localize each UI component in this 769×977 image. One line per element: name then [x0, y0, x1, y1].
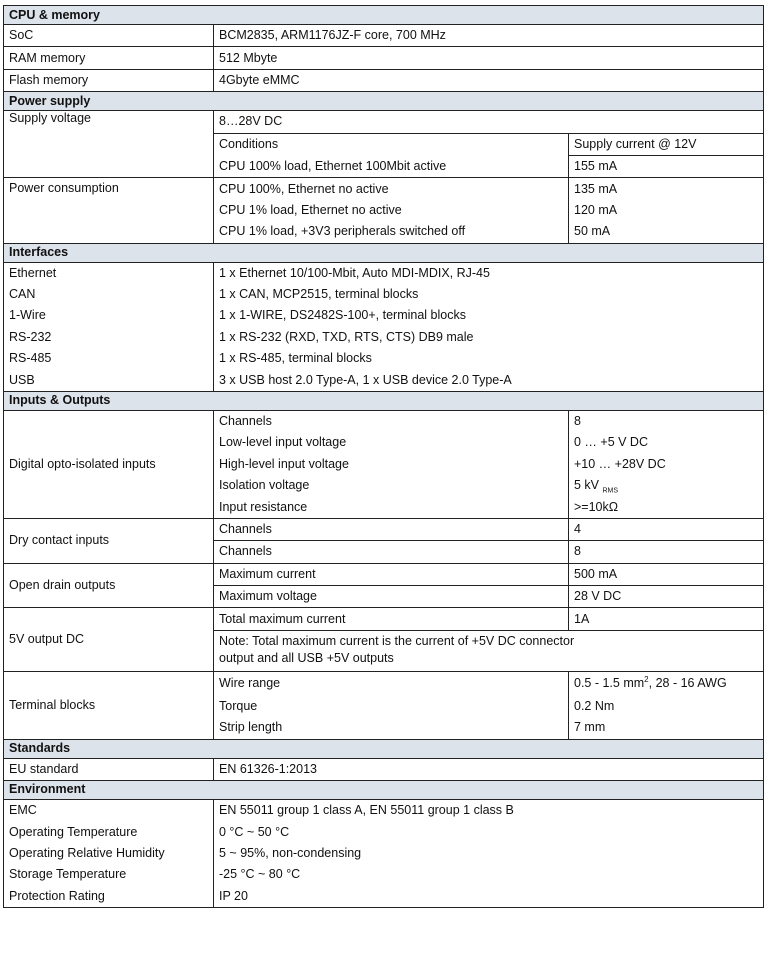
io-value: >=10kΩ	[569, 496, 764, 518]
io-param: Channels	[214, 518, 569, 540]
row-value: 512 Mbyte	[214, 47, 764, 69]
table-row	[4, 799, 764, 821]
table-row	[4, 864, 764, 885]
current-header: Supply current @ 12V	[569, 133, 764, 155]
terminal-blocks-label: Terminal blocks	[4, 671, 214, 739]
row-label: Operating Temperature	[4, 821, 214, 842]
row-label: EMC	[4, 799, 214, 821]
table-row	[4, 284, 764, 305]
table-row	[4, 155, 764, 177]
power-condition: CPU 100%, Ethernet no active	[214, 178, 569, 200]
table-row	[4, 608, 764, 630]
table-row	[4, 758, 764, 780]
row-label: 1-Wire	[4, 305, 214, 326]
io-value: 0 … +5 V DC	[569, 432, 764, 453]
section-title-io: Inputs & Outputs	[4, 391, 764, 410]
io-value: 4	[569, 518, 764, 540]
5v-output-note	[214, 630, 764, 671]
power-condition: CPU 100% load, Ethernet 100Mbit active	[214, 155, 569, 177]
row-value: EN 61326-1:2013	[214, 758, 764, 780]
row-label: RS-485	[4, 348, 214, 369]
note-line-2: output and all USB +5V outputs	[219, 650, 394, 665]
row-label: RAM memory	[4, 47, 214, 69]
row-label: Protection Rating	[4, 886, 214, 908]
row-value: IP 20	[214, 886, 764, 908]
row-value: 3 x USB host 2.0 Type-A, 1 x USB device 2.0 Type-A	[214, 369, 764, 391]
section-title-standards: Standards	[4, 739, 764, 758]
section-header-row	[4, 243, 764, 262]
row-label: CAN	[4, 284, 214, 305]
power-current: 120 mA	[569, 200, 764, 221]
power-current: 50 mA	[569, 221, 764, 243]
io-param: Torque	[214, 696, 569, 717]
io-value: 500 mA	[569, 563, 764, 585]
spec-table	[3, 5, 764, 908]
io-value: +10 … +28V DC	[569, 454, 764, 475]
row-label: RS-232	[4, 327, 214, 348]
table-row	[4, 25, 764, 47]
io-param: Input resistance	[214, 496, 569, 518]
table-row	[4, 671, 764, 696]
row-label: EU standard	[4, 758, 214, 780]
io-param: Channels	[214, 541, 569, 563]
row-value: 1 x 1-WIRE, DS2482S-100+, terminal blocks	[214, 305, 764, 326]
wire-value-sup: 2	[644, 675, 649, 685]
table-row	[4, 47, 764, 69]
io-value	[569, 475, 764, 496]
row-value: BCM2835, ARM1176JZ-F core, 700 MHz	[214, 25, 764, 47]
isolation-voltage-value: 5 kV	[574, 478, 600, 493]
row-value: 5 ~ 95%, non-condensing	[214, 843, 764, 864]
row-value: 1 x Ethernet 10/100-Mbit, Auto MDI-MDIX, RJ-45	[214, 262, 764, 284]
io-param: Maximum current	[214, 563, 569, 585]
io-param: High-level input voltage	[214, 454, 569, 475]
section-title-cpu: CPU & memory	[4, 6, 764, 25]
table-row	[4, 348, 764, 369]
table-row	[4, 111, 764, 133]
section-title-interfaces: Interfaces	[4, 243, 764, 262]
open-drain-label: Open drain outputs	[4, 563, 214, 608]
io-value: 28 V DC	[569, 585, 764, 607]
row-label: Ethernet	[4, 262, 214, 284]
table-row	[4, 178, 764, 200]
5v-output-label: 5V output DC	[4, 608, 214, 671]
io-param: Isolation voltage	[214, 475, 569, 496]
io-param: Channels	[214, 410, 569, 432]
row-label: Flash memory	[4, 69, 214, 91]
power-current: 135 mA	[569, 178, 764, 200]
power-current: 155 mA	[569, 155, 764, 177]
row-label: Operating Relative Humidity	[4, 843, 214, 864]
conditions-header: Conditions	[214, 133, 569, 155]
table-row	[4, 886, 764, 908]
note-line-1: Note: Total maximum current is the current of +5V DC connector	[219, 633, 575, 648]
io-param: Wire range	[214, 671, 569, 696]
section-header-row	[4, 739, 764, 758]
section-header-row	[4, 391, 764, 410]
table-row	[4, 327, 764, 348]
row-value: 4Gbyte eMMC	[214, 69, 764, 91]
table-row	[4, 410, 764, 432]
table-row	[4, 262, 764, 284]
row-label: Storage Temperature	[4, 864, 214, 885]
digital-inputs-label: Digital opto-isolated inputs	[4, 410, 214, 518]
empty-cell	[4, 133, 214, 155]
row-label: USB	[4, 369, 214, 391]
io-value: 7 mm	[569, 717, 764, 739]
rms-subscript: RMS	[602, 487, 619, 495]
io-value: 8	[569, 541, 764, 563]
row-value: -25 °C ~ 80 °C	[214, 864, 764, 885]
row-value: 0 °C ~ 50 °C	[214, 821, 764, 842]
table-row	[4, 843, 764, 864]
table-row	[4, 821, 764, 842]
section-header-row	[4, 780, 764, 799]
table-row	[4, 133, 764, 155]
power-consumption-label: Power consumption	[4, 178, 214, 243]
table-row	[4, 69, 764, 91]
power-condition: CPU 1% load, Ethernet no active	[214, 200, 569, 221]
row-value: 8…28V DC	[214, 111, 764, 133]
section-title-environment: Environment	[4, 780, 764, 799]
io-param: Maximum voltage	[214, 585, 569, 607]
table-row	[4, 518, 764, 540]
io-value: 1A	[569, 608, 764, 630]
row-value: 1 x RS-232 (RXD, TXD, RTS, CTS) DB9 male	[214, 327, 764, 348]
io-param: Low-level input voltage	[214, 432, 569, 453]
io-param: Total maximum current	[214, 608, 569, 630]
section-header-row	[4, 6, 764, 25]
io-value: 8	[569, 410, 764, 432]
section-header-row	[4, 92, 764, 111]
row-value: 1 x RS-485, terminal blocks	[214, 348, 764, 369]
section-title-power: Power supply	[4, 92, 764, 111]
wire-value-pre: 0.5 - 1.5 mm	[574, 676, 645, 691]
io-param: Strip length	[214, 717, 569, 739]
table-row	[4, 305, 764, 326]
io-value: 0.2 Nm	[569, 696, 764, 717]
empty-cell	[4, 155, 214, 177]
row-value: 1 x CAN, MCP2515, terminal blocks	[214, 284, 764, 305]
wire-value-post: , 28 - 16 AWG	[648, 676, 727, 691]
row-label: Supply voltage	[4, 111, 214, 133]
io-value	[569, 671, 764, 696]
table-row	[4, 563, 764, 585]
dry-contact-label: Dry contact inputs	[4, 518, 214, 563]
power-condition: CPU 1% load, +3V3 peripherals switched off	[214, 221, 569, 243]
table-row	[4, 369, 764, 391]
row-value: EN 55011 group 1 class A, EN 55011 group 1 class B	[214, 799, 764, 821]
row-label: SoC	[4, 25, 214, 47]
